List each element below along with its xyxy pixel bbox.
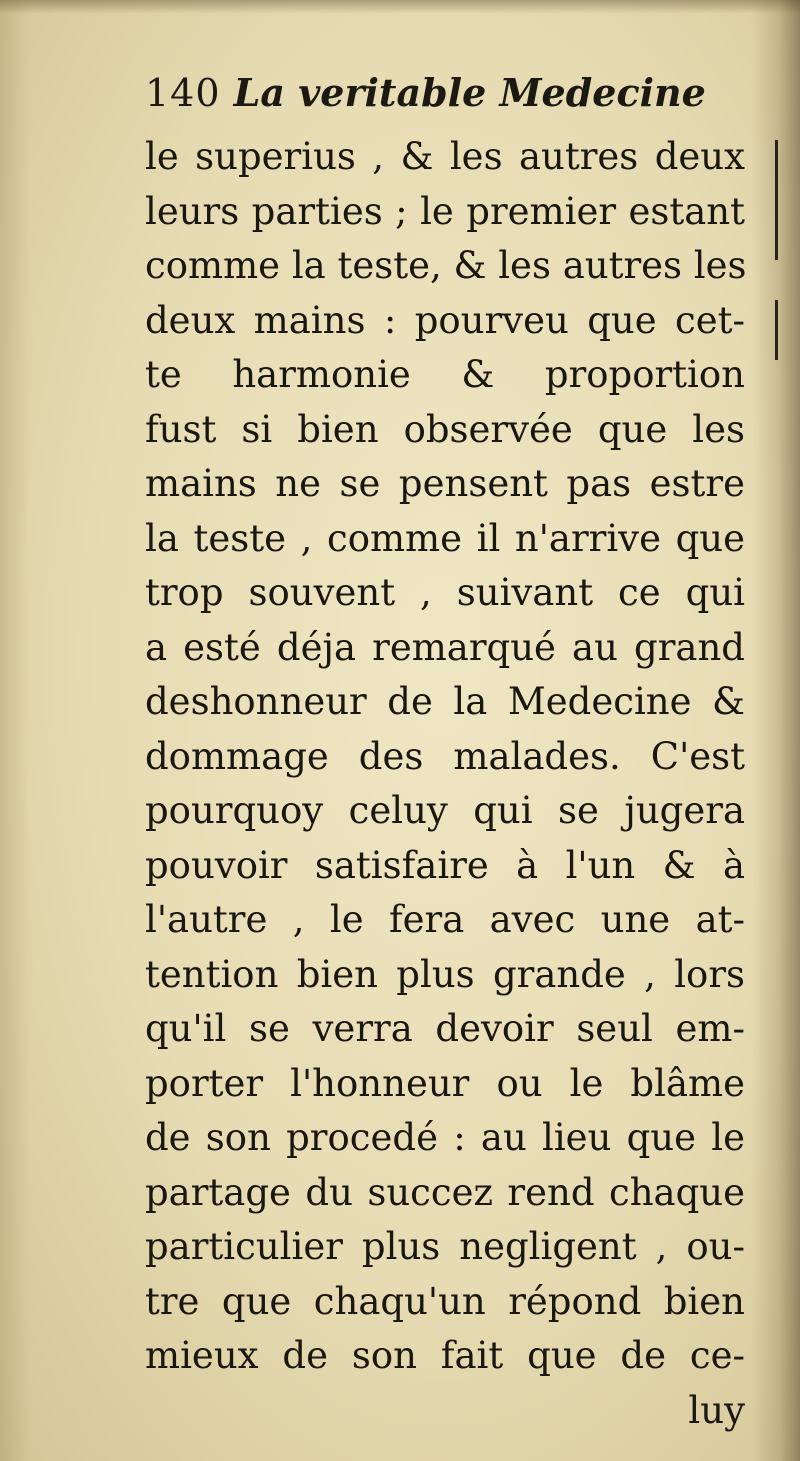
margin-mark bbox=[775, 140, 778, 260]
running-title: La veritable Medecine bbox=[233, 70, 706, 115]
text-line: comme la teste, & les autres les bbox=[145, 244, 747, 287]
margin-mark bbox=[775, 300, 778, 360]
text-line: a esté déja remarqué au grand bbox=[145, 625, 745, 669]
page-number: 140 bbox=[145, 71, 221, 115]
text-line: pouvoir satisfaire à l'un & à bbox=[145, 843, 745, 887]
page-left-shadow bbox=[0, 0, 30, 1461]
page-header bbox=[145, 70, 745, 130]
text-line: la teste , comme il n'arrive que bbox=[145, 516, 745, 560]
text-line: dommage des malades. C'est bbox=[145, 734, 745, 778]
text-line: de son procedé : au lieu que le bbox=[145, 1116, 745, 1159]
text-line: deshonneur de la Medecine & bbox=[145, 680, 745, 723]
catchword: luy bbox=[688, 1388, 745, 1432]
text-line: tention bien plus grande , lors bbox=[145, 952, 745, 996]
text-line: qu'il se verra devoir seul em- bbox=[145, 1007, 745, 1050]
page-top-shadow bbox=[0, 0, 800, 14]
text-line: porter l'honneur ou le blâme bbox=[145, 1061, 745, 1105]
text-line: tre que chaqu'un répond bien bbox=[145, 1279, 745, 1323]
text-line: l'autre , le fera avec une at- bbox=[145, 898, 745, 941]
text-line: deux mains : pourveu que cet- bbox=[145, 298, 745, 342]
text-line: mieux de son fait que de ce- bbox=[145, 1334, 745, 1377]
text-line: particulier plus negligent , ou- bbox=[145, 1225, 745, 1268]
text-line: pourquoy celuy qui se jugera bbox=[145, 789, 745, 832]
text-line: mains ne se pensent pas estre bbox=[145, 462, 745, 505]
text-line: te harmonie & proportion bbox=[145, 353, 745, 396]
text-line: trop souvent , suivant ce qui bbox=[145, 571, 745, 614]
body-text bbox=[145, 130, 745, 1438]
text-line: leurs parties ; le premier estant bbox=[145, 189, 745, 233]
text-line: fust si bien observée que les bbox=[145, 407, 745, 451]
text-line: partage du succez rend chaque bbox=[145, 1170, 745, 1214]
text-line: le superius , & les autres deux bbox=[145, 135, 745, 178]
